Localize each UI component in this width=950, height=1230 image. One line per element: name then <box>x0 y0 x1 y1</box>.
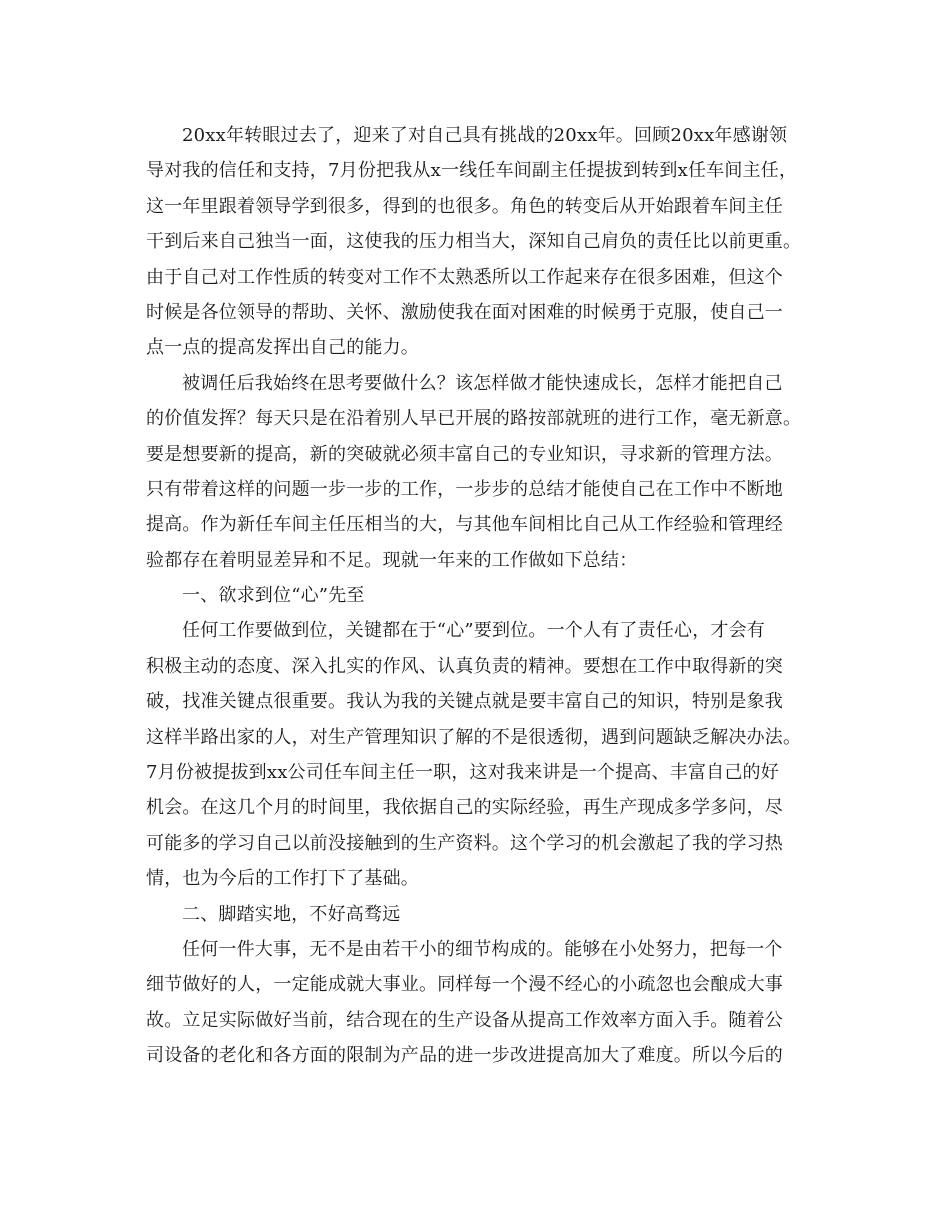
text-line: 20xx年转眼过去了，迎来了对自己具有挑战的20xx年。回顾20xx年感谢领 <box>182 125 788 146</box>
text-line: 被调任后我始终在思考要做什么？该怎样做才能快速成长，怎样才能把自己 <box>182 372 783 394</box>
text-line: 只有带着这样的问题一步一步的工作，一步步的总结才能使自己在工作中不断地 <box>146 478 783 500</box>
text-line: 的价值发挥？每天只是在沿着别人早已开展的路按部就班的进行工作，毫无新意。 <box>146 408 802 430</box>
text-line: 这一年里跟着领导学到很多，得到的也很多。角色的转变后从开始跟着车间主任 <box>146 195 783 217</box>
text-line: 7月份被提拔到xx公司任车间主任一职，这对我来讲是一个提高、丰富自己的好 <box>146 762 779 784</box>
text-line: 导对我的信任和支持，7月份把我从x一线任车间副主任提拔到转到x任车间主任， <box>146 160 798 182</box>
text-line: 干到后来自己独当一面，这使我的压力相当大，深知自己肩负的责任比以前更重。 <box>146 231 802 253</box>
text-line: 故。立足实际做好当前，结合现在的生产设备从提高工作效率方面入手。随着公 <box>146 1009 783 1031</box>
text-line: 机会。在这几个月的时间里，我依据自己的实际经验，再生产现成多学多问，尽 <box>146 797 783 819</box>
text-line: 情，也为今后的工作打下了基础。 <box>146 868 419 890</box>
document-body <box>146 118 826 1074</box>
text-line: 积极主动的态度、深入扎实的作风、认真负责的精神。要想在工作中取得新的突 <box>146 655 783 677</box>
text-line: 任何工作要做到位，关键都在于“心”要到位。一个人有了责任心，才会有 <box>182 620 766 642</box>
text-line: 司设备的老化和各方面的限制为产品的进一步改进提高加大了难度。所以今后的 <box>146 1045 783 1067</box>
text-line: 时候是各位领导的帮助、关怀、激励使我在面对困难的时候勇于克服，使自己一 <box>146 301 783 323</box>
section-heading: 一、欲求到位“心”先至 <box>182 585 365 607</box>
section-heading: 二、脚踏实地，不好高骛远 <box>182 903 401 925</box>
text-line: 验都存在着明显差异和不足。现就一年来的工作做如下总结： <box>146 549 638 571</box>
text-line: 点一点的提高发挥出自己的能力。 <box>146 337 419 359</box>
text-line: 要是想要新的提高，新的突破就必须丰富自己的专业知识，寻求新的管理方法。 <box>146 443 783 465</box>
text-line: 提高。作为新任车间主任压相当的大，与其他车间相比自己从工作经验和管理经 <box>146 514 783 536</box>
text-line: 这样半路出家的人，对生产管理知识了解的不是很透彻，遇到问题缺乏解决办法。 <box>146 726 802 748</box>
text-line: 由于自己对工作性质的转变对工作不太熟悉所以工作起来存在很多困难，但这个 <box>146 266 783 288</box>
text-line: 任何一件大事，无不是由若干小的细节构成的。能够在小处努力，把每一个 <box>182 938 783 960</box>
text-line: 可能多的学习自己以前没接触到的生产资料。这个学习的机会激起了我的学习热 <box>146 832 783 854</box>
text-line: 破，找准关键点很重要。我认为我的关键点就是要丰富自己的知识，特别是象我 <box>146 691 783 713</box>
text-line: 细节做好的人，一定能成就大事业。同样每一个漫不经心的小疏忽也会酿成大事 <box>146 974 783 996</box>
